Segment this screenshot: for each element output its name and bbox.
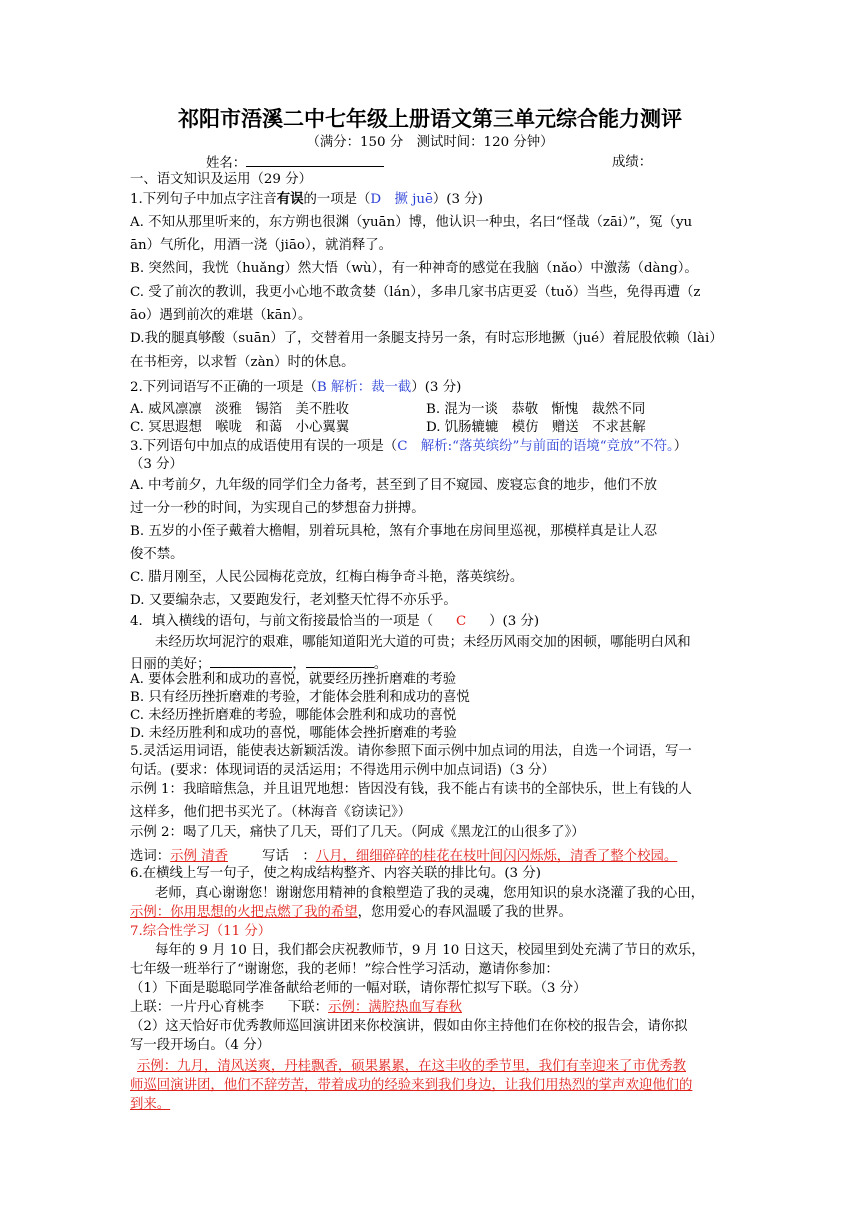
q1-option-c-line2: āo）遇到前次的难堪（kān）。 [130,308,312,323]
q5-word-answer: 示例 清香 [170,849,228,864]
q6-para-line2: 示例：你用思想的火把点燃了我的希望，您用爱心的春风温暖了我的世界。 [130,905,572,920]
name-blank [246,153,384,167]
q3-answer: C 解析:“落英缤纷”与前面的语境“竞放”不符。 [397,439,674,454]
q1-option-d-line2: 在书柜旁，以求暂（zàn）时的休息。 [130,355,355,370]
q4-option-a: A. 要体会胜利和成功的喜悦，就要经历挫折磨难的考验 [130,672,457,687]
q3-option-a-line1: A. 中考前夕，九年级的同学们全力备考，甚至到了目不窥园、废寝忘食的地步，他们不放 [130,478,658,493]
q7-answer-line1: 示例：九月，清风送爽，丹桂飘香，硕果累累，在这丰收的季节里，我们有幸迎来了市优秀教 [137,1059,687,1074]
score-label: 成绩： [612,155,653,170]
q5-example1-line2: 这样多，他们把书买光了。（林海音《窃读记》） [130,805,412,820]
q6-para-line1: 老师，真心谢谢您！谢谢您用精神的食粮塑造了我的灵魂，您用知识的泉水浇灌了我的心田， [155,886,705,901]
q1-option-a-line2: ān）气所化，用酒一浇（jiāo），就消释了。 [130,238,393,253]
q2-stem: 2.下列词语写不正确的一项是（B 解析：裁一截）(3 分) [130,380,462,395]
q3-option-a-line2: 过一分一秒的时间，为实现自己的梦想奋力拼搏。 [130,501,425,516]
q1-answer: D 撅 juē [370,192,433,207]
q4-blank-1 [210,654,292,668]
q4-option-d: D. 未经历胜利和成功的喜悦，哪能体会挫折磨难的考验 [130,726,457,741]
q4-option-b: B. 只有经历挫折磨难的考验，才能体会胜利和成功的喜悦 [130,690,470,705]
q7-answer-line2: 师巡回演讲团，他们不辞劳苦，带着成功的经验来到我们身边，让我们用热烈的掌声欢迎他们的 [130,1078,693,1093]
q7-part1: （1）下面是聪聪同学准备献给老师的一幅对联，请你帮忙拟写下联。（3 分） [130,981,587,996]
q4-para-line1: 未经历坎坷泥泞的艰难，哪能知道阳光大道的可贵；未经历风雨交加的困顿，哪能明白风和 [155,635,691,650]
q6-answer: 示例：你用思想的火把点燃了我的希望 [130,905,358,920]
name-label: 姓名： [206,156,247,171]
q3-option-d: D. 又要编杂志，又要跑发行，老刘整天忙得不亦乐乎。 [130,593,457,608]
q3-option-b-line1: B. 五岁的小侄子戴着大檐帽，别着玩具枪，煞有介事地在房间里巡视，那模样真是让人忍 [130,524,658,539]
q7-heading: 7.综合性学习（11 分） [130,924,272,939]
q3-option-c: C. 腊月刚至，人民公园梅花竞放，红梅白梅争奇斗艳，落英缤纷。 [130,570,524,585]
q7-answer-line3: 到来。 [130,1097,171,1112]
q1-stem: 1.下列句子中加点字注音有误的一项是（D 撅 juē）(3 分) [130,191,483,207]
section-heading: 一、语文知识及运用（29 分） [130,172,312,187]
q2-option-c: C. 冥思遐想 喉咙 和蔼 小心翼翼 [130,420,350,435]
q5-answer-line: 选词：示例 清香 写话 ：八月，细细碎碎的桂花在枝叶间闪闪烁烁，清香了整个校园。 [130,847,677,867]
q6-stem: 6.在横线上写一句子，使之构成结构整齐、内容关联的排比句。(3 分) [130,866,541,881]
q1-option-c-line1: C. 受了前次的教训，我更小心地不敢贪婪（lán），多串几家书店更妥（tuǒ）当些，免得再遭（z [130,285,701,300]
exam-subtitle: （满分：150 分 测试时间：120 分钟） [306,135,554,150]
q2-answer: B 解析：裁一截 [316,380,412,395]
q7-part2-line1: （2）这天恰好市优秀教师巡回演讲团来你校演讲，假如由你主持他们在你校的报告会，请你拟 [130,1019,688,1034]
q5-sentence-answer: 八月，细细碎碎的桂花在枝叶间闪闪烁烁，清香了整个校园。 [315,849,678,864]
q5-stem-line2: 句话。(要求：体现词语的灵活运用；不得选用示例中加点词语)（3 分） [130,763,555,778]
q2-option-b: B. 混为一谈 恭敬 惭愧 裁然不同 [426,402,646,417]
q3-option-b-line2: 俊不禁。 [130,547,184,562]
q7-couplet-line: 上联：一片丹心育桃李 下联：示例：满腔热血写春秋 [130,1000,462,1015]
q4-blank-2 [306,654,374,668]
q7-part2-line2: 写一段开场白。（4 分） [130,1038,270,1053]
page-title: 祁阳市浯溪二中七年级上册语文第三单元综合能力测评 [178,106,682,131]
q2-option-a: A. 威风凛凛 淡雅 锡箔 美不胜收 [130,402,350,417]
q5-example2: 示例 2：喝了几天，痛快了几天，哥们了几天。（阿成《黑龙江的山很多了》） [130,825,585,840]
q5-stem-line1: 5.灵活运用词语，能使表达新颖活泼。请你参照下面示例中加点词的用法，自选一个词语，写一 [130,744,692,759]
q3-score: （3 分） [130,457,183,472]
q1-option-b: B. 突然间，我恍（huǎng）然大悟（wù），有一种神奇的感觉在我脑（nǎo）中激荡（dàng）。 [130,261,698,276]
q4-option-c: C. 未经历挫折磨难的考验，哪能体会胜利和成功的喜悦 [130,708,457,723]
q5-example1-line1: 示例 1：我暗暗焦急，并且诅咒地想：皆因没有钱，我不能占有读书的全部快乐，世上有钱的人 [130,782,692,797]
q3-stem: 3.下列语句中加点的成语使用有误的一项是（C 解析:“落英缤纷”与前面的语境“竞放”不符。） [130,439,688,454]
q7-intro-line1: 每年的 9 月 10 日，我们都会庆祝教师节，9 月 10 日这天，校园里到处充满了节日的欢乐， [155,943,705,958]
q4-answer: C [456,614,467,629]
q4-stem: 4．填入横线的语句，与前文衔接最恰当的一项是（ C ）(3 分) [130,612,539,632]
q7-couplet-answer: 示例：满腔热血写春秋 [328,1000,462,1015]
q7-intro-line2: 七年级一班举行了“谢谢您，我的老师！”综合性学习活动，邀请你参加： [130,962,559,977]
q2-option-d: D. 饥肠辘辘 模仿 赠送 不求甚解 [426,420,646,435]
q4-para-line2: 日丽的美好； ， 。 [130,654,387,675]
q1-option-d-line1: D.我的腿真够酸（suān）了，交替着用一条腿支持另一条，有时忘形地撅（jué）着屁股依赖（lài） [130,331,723,346]
q1-option-a-line1: A. 不知从那里听来的，东方朔也很渊（yuān）博，他认识一种虫，名曰“怪哉（zāi）”，冤（yu [130,215,693,230]
